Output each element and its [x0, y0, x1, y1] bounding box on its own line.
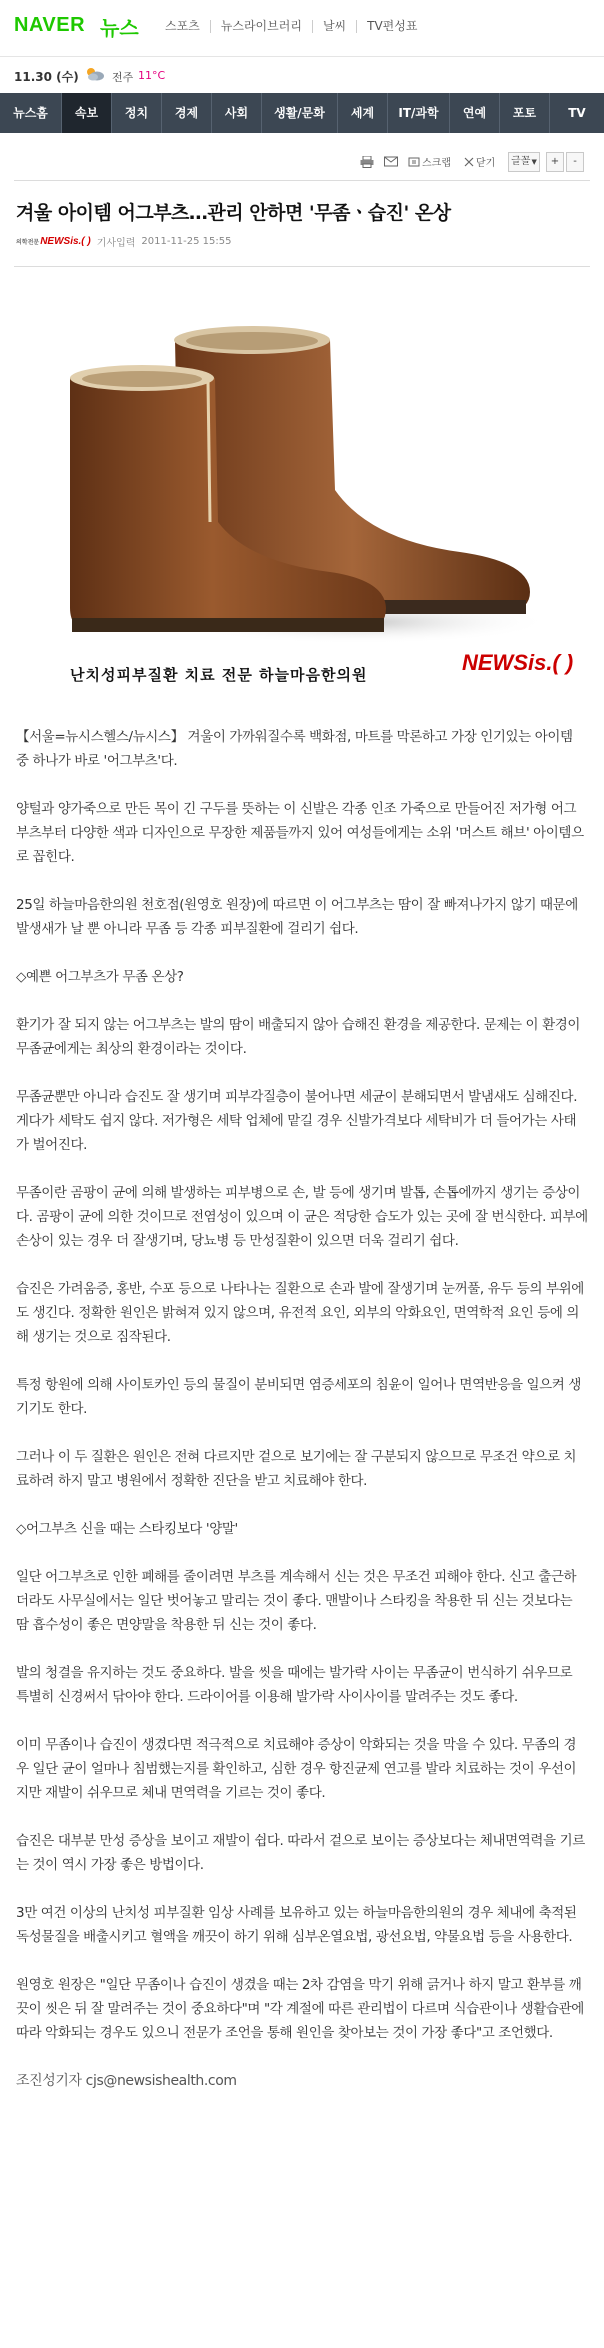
font-label: 글꼴 — [511, 156, 531, 167]
nav-news-home[interactable]: 뉴스홈 — [0, 93, 62, 133]
article-paragraph: 원영호 원장은 "일단 무좀이나 습진이 생겼을 때는 2차 감염을 막기 위해 긁거나 하지 말고 환부를 깨끗이 씻은 뒤 잘 말려주는 것이 중요하다"며 "각 계절에 따른 관리법이 다르며 식습관이나 생활습관에 따라 악화되는 경우도 있으니 전문가 조언을 통해 원인을 찾아보는 것이 가장 좋다"고 조언했다. — [16, 1977, 584, 2041]
print-icon[interactable] — [360, 156, 374, 168]
weather-temperature: 11°C — [138, 69, 166, 82]
font-minus-button[interactable]: - — [566, 152, 584, 172]
cloud-sun-icon — [84, 66, 106, 82]
date-weather-bar — [0, 56, 604, 92]
close-icon — [464, 157, 474, 167]
scrap-button[interactable] — [408, 154, 451, 169]
nav-economy[interactable]: 경제 — [162, 93, 212, 133]
close-button[interactable] — [464, 154, 495, 169]
nav-it-science[interactable]: IT/과학 — [388, 93, 450, 133]
article-paragraph: 그러나 이 두 질환은 원인은 전혀 다르지만 겉으로 보기에는 잘 구분되지 않으므로 무조건 약으로 치료하려 하지 말고 병원에서 정확한 진단을 받고 치료해야 한다. — [16, 1449, 577, 1489]
article-paragraph: 【서울=뉴시스헬스/뉴시스】 겨울이 가까워질수록 백화점, 마트를 막론하고 가장 인기있는 아이템 중 하나가 바로 '어그부츠'다. — [16, 729, 573, 769]
scrap-icon — [408, 156, 420, 168]
nav-politics[interactable]: 정치 — [112, 93, 162, 133]
article-date: 2011-11-25 15:55 — [141, 236, 232, 247]
article-paragraph: 3만 여건 이상의 난치성 피부질환 임상 사례를 보유하고 있는 하늘마음한의원의 경우 체내에 축적된 독성물질을 배출시키고 혈액을 깨끗이 하기 위해 심부온열요법, 광선요법, 약물요법 등을 사용한다. — [16, 1905, 577, 1945]
news-section-title[interactable]: 뉴스 — [100, 16, 139, 40]
link-sports[interactable]: 스포츠 — [165, 19, 200, 33]
date-label: 기사입력 — [96, 238, 136, 249]
source-logo[interactable] — [16, 236, 91, 247]
article-paragraph: 특정 항원에 의해 사이토카인 등의 물질이 분비되면 염증세포의 침윤이 일어나 면역반응을 일으켜 생기기도 한다. — [16, 1377, 581, 1417]
main-nav — [0, 93, 604, 133]
article-paragraph: 발의 청결을 유지하는 것도 중요하다. 발을 씻을 때에는 발가락 사이는 무좀균이 번식하기 쉬우므로 특별히 신경써서 닦아야 한다. 드라이어를 이용해 발가락 사이사이를 말려주는 것도 좋다. — [16, 1665, 573, 1705]
scrap-label: 스크랩 — [422, 158, 451, 169]
divider — [14, 266, 590, 267]
nav-tv[interactable]: TV — [568, 106, 586, 120]
reporter-contact: 조진성기자 cjs@newsishealth.com — [16, 2073, 237, 2089]
divider — [14, 180, 590, 181]
article-subheading: ◇예쁜 어그부츠가 무좀 온상? — [16, 969, 184, 985]
top-links — [155, 20, 427, 33]
current-date: 11.30 (수) — [14, 70, 79, 84]
article-paragraph: 습진은 가려움증, 홍반, 수포 등으로 나타나는 질환으로 손과 발에 잘생기며 눈꺼풀, 유두 등의 부위에도 생긴다. 정확한 원인은 밝혀져 있지 않으며, 유전적 요인, 외부의 악화요인, 면역학적 요인 등에 의해 생기는 것으로 짐작된다. — [16, 1281, 584, 1345]
nav-life-culture[interactable]: 생활/문화 — [262, 93, 338, 133]
article-paragraph: 25일 하늘마음한의원 천호점(원영호 원장)에 따르면 이 어그부츠는 땀이 잘 빠져나가지 않기 때문에 발생새가 날 뿐 아니라 무좀 등 각종 피부질환에 걸리기 쉽다. — [16, 897, 578, 937]
nav-breaking[interactable]: 속보 — [62, 93, 112, 133]
nav-world[interactable]: 세계 — [338, 93, 388, 133]
mail-icon[interactable] — [384, 155, 398, 168]
source-subtitle: 의학전문 — [16, 240, 40, 246]
link-tv-schedule[interactable]: TV편성표 — [356, 20, 427, 33]
article-headline: 겨울 아이템 어그부츠…관리 안하면 '무좀ㆍ습진' 온상 — [16, 202, 451, 224]
nav-photo[interactable]: 포토 — [500, 93, 550, 133]
link-weather[interactable]: 날씨 — [312, 20, 356, 33]
font-plus-button[interactable]: + — [546, 152, 564, 172]
article-subheading: ◇어그부츠 신을 때는 스타킹보다 '양말' — [16, 1521, 238, 1537]
article-body — [16, 725, 588, 2093]
link-news-library[interactable]: 뉴스라이브러리 — [210, 20, 312, 33]
article-paragraph: 습진은 대부분 만성 증상을 보이고 재발이 쉽다. 따라서 겉으로 보이는 증상보다는 체내면역력을 기르는 것이 역시 가장 좋은 방법이다. — [16, 1833, 585, 1873]
naver-logo[interactable]: NAVER — [14, 14, 86, 36]
article-tools — [0, 150, 604, 176]
article-photo — [30, 300, 570, 700]
weather-city[interactable]: 전주 — [112, 71, 134, 84]
article-paragraph: 무좀균뿐만 아니라 습진도 잘 생기며 피부각질층이 불어나면 세균이 분해되면서 발냄새도 심해진다. 게다가 세탁도 쉽지 않다. 저가형은 세탁 업체에 맡길 경우 신발가격보다 세탁비가 더 들어가는 사태가 벌어진다. — [16, 1089, 578, 1153]
font-select[interactable] — [508, 152, 540, 172]
article-paragraph: 이미 무좀이나 습진이 생겼다면 적극적으로 치료해야 증상이 악화되는 것을 막을 수 있다. 무좀의 경우 일단 균이 얼마나 침범했는지를 확인하고, 심한 경우 항진균제 연고를 발라 치료하는 것이 우선이지만 재발이 쉬우므로 체내 면역력을 기르는 것이 좋다. — [16, 1737, 577, 1801]
photo-watermark: NEWSis.( ) — [462, 650, 574, 675]
article-paragraph: 일단 어그부츠로 인한 폐해를 줄이려면 부츠를 계속해서 신는 것은 무조건 피해야 한다. 신고 출근하더라도 사무실에서는 일단 벗어놓고 말리는 것이 좋다. 맨발이나 스타킹을 착용한 뒤 신는 것보다는 땀 흡수성이 좋은 면양말을 착용한 뒤 신는 것이 좋다. — [16, 1569, 577, 1633]
chevron-down-icon: ▼ — [531, 158, 537, 166]
article-byline — [16, 234, 232, 249]
top-header — [0, 0, 604, 56]
close-label: 닫기 — [476, 158, 496, 169]
nav-entertainment[interactable]: 연예 — [450, 93, 500, 133]
source-name: NEWSis.( ) — [40, 236, 91, 247]
article-paragraph: 무좀이란 곰팡이 균에 의해 발생하는 피부병으로 손, 발 등에 생기며 발톱, 손톱에까지 생기는 증상이다. 곰팡이 균에 의한 것이므로 전염성이 있으며 이 균은 적당한 습도가 있는 곳에 잘 번식한다. 피부에 손상이 있는 경우 더 잘생기며, 당뇨병 등 만성질환이 있으면 더욱 걸리기 쉽다. — [16, 1185, 588, 1249]
photo-caption: 난치성피부질환 치료 전문 하늘마음한의원 — [70, 666, 368, 684]
article-paragraph: 환기가 잘 되지 않는 어그부츠는 발의 땀이 배출되지 않아 습해진 환경을 제공한다. 문제는 이 환경이 무좀균에게는 최상의 환경이라는 것이다. — [16, 1017, 581, 1057]
nav-society[interactable]: 사회 — [212, 93, 262, 133]
article-paragraph: 양털과 양가죽으로 만든 목이 긴 구두를 뜻하는 이 신발은 각종 인조 가죽으로 만들어진 저가형 어그부츠부터 다양한 색과 디자인으로 무장한 제품들까지 있어 여성들에게는 소위 '머스트 해브' 아이템으로 꼽힌다. — [16, 801, 584, 865]
